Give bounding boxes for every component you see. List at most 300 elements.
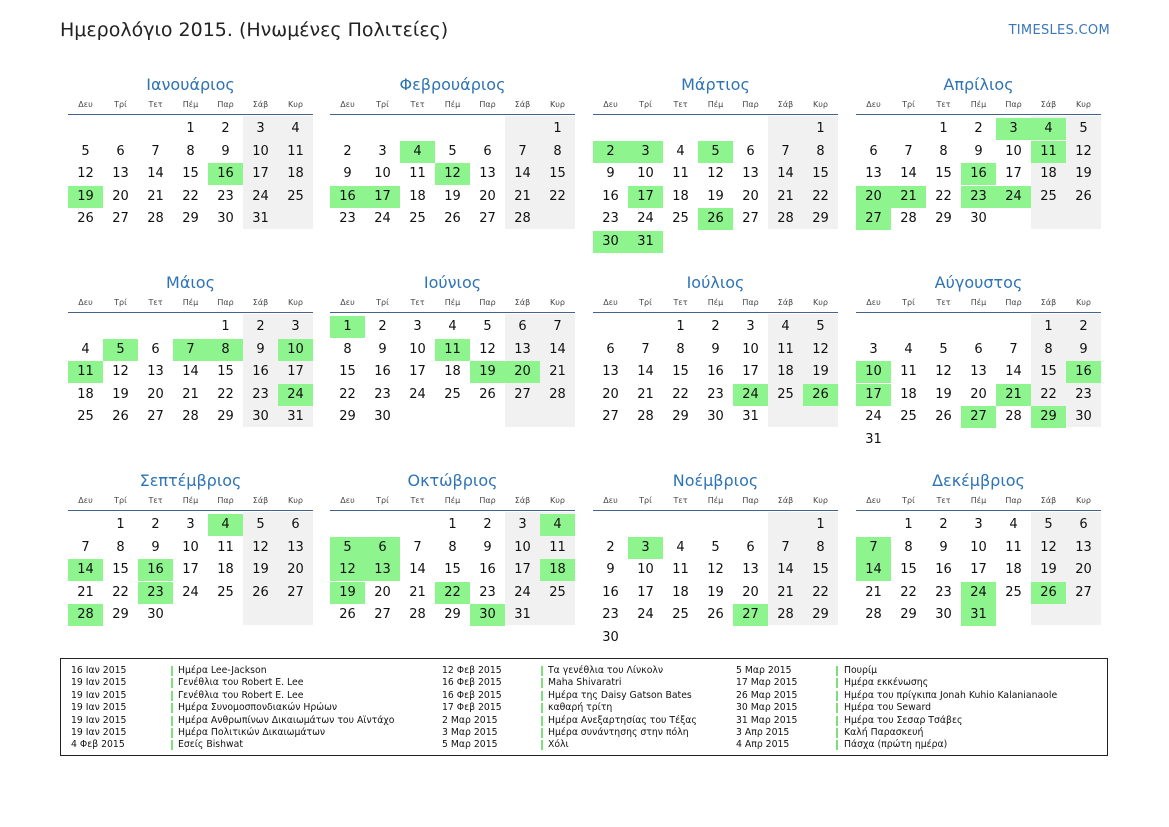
holiday-day[interactable]: 24 (278, 384, 313, 406)
day-cell[interactable]: 12 (935, 364, 952, 380)
day-cell[interactable]: 13 (479, 166, 496, 182)
day-cell[interactable]: 9 (151, 539, 160, 555)
holiday-day[interactable]: 17 (628, 186, 663, 208)
day-cell[interactable]: 13 (112, 166, 129, 182)
day-cell[interactable]: 28 (900, 211, 917, 227)
day-cell[interactable]: 17 (409, 364, 426, 380)
day-cell[interactable]: 9 (378, 341, 387, 357)
holiday-day[interactable]: 24 (733, 384, 768, 406)
day-cell[interactable]: 7 (781, 143, 790, 159)
day-cell[interactable]: 23 (935, 584, 952, 600)
day-cell[interactable]: 15 (549, 166, 566, 182)
day-cell[interactable]: 26 (339, 607, 356, 623)
day-cell[interactable]: 8 (553, 143, 562, 159)
day-cell[interactable]: 26 (1075, 188, 1092, 204)
day-cell[interactable]: 27 (147, 409, 164, 425)
day-cell[interactable]: 30 (374, 409, 391, 425)
holiday-day[interactable]: 4 (1031, 118, 1066, 140)
day-cell[interactable]: 28 (777, 607, 794, 623)
day-cell[interactable]: 28 (409, 607, 426, 623)
day-cell[interactable]: 6 (974, 341, 983, 357)
day-cell[interactable]: 12 (252, 539, 269, 555)
holiday-day[interactable]: 5 (698, 141, 733, 163)
day-cell[interactable]: 28 (549, 386, 566, 402)
day-cell[interactable]: 31 (865, 432, 882, 447)
day-cell[interactable]: 30 (147, 607, 164, 623)
day-cell[interactable]: 18 (287, 166, 304, 182)
holiday-day[interactable]: 21 (996, 384, 1031, 406)
holiday-day[interactable]: 18 (540, 559, 575, 581)
day-cell[interactable]: 25 (672, 607, 689, 623)
day-cell[interactable]: 4 (676, 539, 685, 555)
day-cell[interactable]: 28 (865, 607, 882, 623)
day-cell[interactable]: 29 (935, 211, 952, 227)
day-cell[interactable]: 2 (1079, 319, 1088, 334)
holiday-day[interactable]: 28 (68, 604, 103, 626)
day-cell[interactable]: 27 (479, 211, 496, 227)
day-cell[interactable]: 28 (637, 409, 654, 425)
day-cell[interactable]: 9 (256, 341, 265, 357)
day-cell[interactable]: 21 (77, 584, 94, 600)
day-cell[interactable]: 20 (1075, 562, 1092, 578)
day-cell[interactable]: 1 (221, 319, 230, 334)
day-cell[interactable]: 13 (742, 562, 759, 578)
day-cell[interactable]: 8 (448, 539, 457, 555)
day-cell[interactable]: 29 (900, 607, 917, 623)
day-cell[interactable]: 5 (939, 341, 948, 357)
holiday-day[interactable]: 1 (330, 316, 365, 338)
holiday-day[interactable]: 12 (435, 163, 470, 185)
day-cell[interactable]: 11 (777, 341, 794, 357)
day-cell[interactable]: 16 (374, 364, 391, 380)
day-cell[interactable]: 17 (742, 364, 759, 380)
day-cell[interactable]: 19 (252, 562, 269, 578)
holiday-day[interactable]: 14 (856, 559, 891, 581)
day-cell[interactable]: 18 (1005, 562, 1022, 578)
day-cell[interactable]: 17 (287, 364, 304, 380)
day-cell[interactable]: 29 (217, 409, 234, 425)
day-cell[interactable]: 4 (676, 143, 685, 159)
day-cell[interactable]: 9 (974, 143, 983, 159)
day-cell[interactable]: 29 (444, 607, 461, 623)
holiday-day[interactable]: 23 (961, 186, 996, 208)
day-cell[interactable]: 26 (77, 211, 94, 227)
day-cell[interactable]: 10 (1005, 143, 1022, 159)
day-cell[interactable]: 22 (182, 188, 199, 204)
day-cell[interactable]: 8 (676, 341, 685, 357)
holiday-day[interactable]: 22 (435, 582, 470, 604)
day-cell[interactable]: 31 (514, 607, 531, 623)
day-cell[interactable]: 12 (707, 562, 724, 578)
day-cell[interactable]: 13 (970, 364, 987, 380)
day-cell[interactable]: 5 (256, 517, 265, 532)
day-cell[interactable]: 15 (112, 562, 129, 578)
day-cell[interactable]: 2 (343, 143, 352, 159)
day-cell[interactable]: 23 (707, 386, 724, 402)
holiday-day[interactable]: 31 (628, 231, 663, 253)
day-cell[interactable]: 16 (252, 364, 269, 380)
day-cell[interactable]: 20 (147, 386, 164, 402)
day-cell[interactable]: 18 (672, 188, 689, 204)
day-cell[interactable]: 2 (974, 121, 983, 136)
day-cell[interactable]: 20 (742, 584, 759, 600)
day-cell[interactable]: 22 (935, 188, 952, 204)
day-cell[interactable]: 10 (252, 143, 269, 159)
day-cell[interactable]: 2 (256, 319, 265, 334)
day-cell[interactable]: 19 (707, 584, 724, 600)
holiday-day[interactable]: 16 (208, 163, 243, 185)
day-cell[interactable]: 24 (865, 409, 882, 425)
day-cell[interactable]: 15 (444, 562, 461, 578)
day-cell[interactable]: 11 (287, 143, 304, 159)
holiday-day[interactable]: 20 (505, 361, 540, 383)
day-cell[interactable]: 2 (711, 319, 720, 334)
day-cell[interactable]: 18 (1040, 166, 1057, 182)
day-cell[interactable]: 15 (1040, 364, 1057, 380)
day-cell[interactable]: 28 (182, 409, 199, 425)
holiday-day[interactable]: 3 (996, 118, 1031, 140)
day-cell[interactable]: 12 (77, 166, 94, 182)
day-cell[interactable]: 19 (112, 386, 129, 402)
day-cell[interactable]: 2 (151, 517, 160, 532)
day-cell[interactable]: 25 (672, 211, 689, 227)
day-cell[interactable]: 30 (970, 211, 987, 227)
day-cell[interactable]: 15 (339, 364, 356, 380)
day-cell[interactable]: 22 (812, 188, 829, 204)
day-cell[interactable]: 6 (518, 319, 527, 334)
day-cell[interactable]: 16 (602, 584, 619, 600)
day-cell[interactable]: 22 (1040, 386, 1057, 402)
day-cell[interactable]: 8 (343, 341, 352, 357)
day-cell[interactable]: 1 (816, 517, 825, 532)
day-cell[interactable]: 10 (182, 539, 199, 555)
holiday-day[interactable]: 26 (803, 384, 838, 406)
day-cell[interactable]: 11 (549, 539, 566, 555)
day-cell[interactable]: 4 (1009, 517, 1018, 532)
day-cell[interactable]: 9 (483, 539, 492, 555)
day-cell[interactable]: 25 (777, 386, 794, 402)
day-cell[interactable]: 22 (217, 386, 234, 402)
holiday-day[interactable]: 11 (1031, 141, 1066, 163)
day-cell[interactable]: 2 (483, 517, 492, 532)
day-cell[interactable]: 17 (637, 584, 654, 600)
day-cell[interactable]: 26 (707, 607, 724, 623)
day-cell[interactable]: 19 (812, 364, 829, 380)
day-cell[interactable]: 18 (409, 188, 426, 204)
day-cell[interactable]: 9 (606, 562, 615, 578)
day-cell[interactable]: 30 (707, 409, 724, 425)
day-cell[interactable]: 15 (182, 166, 199, 182)
day-cell[interactable]: 28 (777, 211, 794, 227)
day-cell[interactable]: 6 (483, 143, 492, 159)
holiday-day[interactable]: 16 (1066, 361, 1101, 383)
day-cell[interactable]: 6 (869, 143, 878, 159)
day-cell[interactable]: 22 (339, 386, 356, 402)
day-cell[interactable]: 21 (147, 188, 164, 204)
day-cell[interactable]: 27 (112, 211, 129, 227)
holiday-day[interactable]: 30 (470, 604, 505, 626)
day-cell[interactable]: 30 (217, 211, 234, 227)
day-cell[interactable]: 19 (1040, 562, 1057, 578)
holiday-day[interactable]: 19 (330, 582, 365, 604)
day-cell[interactable]: 13 (287, 539, 304, 555)
day-cell[interactable]: 15 (217, 364, 234, 380)
day-cell[interactable]: 18 (77, 386, 94, 402)
holiday-day[interactable]: 12 (330, 559, 365, 581)
holiday-day[interactable]: 16 (138, 559, 173, 581)
day-cell[interactable]: 16 (602, 188, 619, 204)
day-cell[interactable]: 2 (221, 121, 230, 136)
holiday-day[interactable]: 27 (733, 604, 768, 626)
day-cell[interactable]: 26 (252, 584, 269, 600)
day-cell[interactable]: 15 (672, 364, 689, 380)
day-cell[interactable]: 6 (606, 341, 615, 357)
day-cell[interactable]: 12 (112, 364, 129, 380)
day-cell[interactable]: 3 (291, 319, 300, 334)
day-cell[interactable]: 22 (549, 188, 566, 204)
day-cell[interactable]: 17 (252, 166, 269, 182)
holiday-day[interactable]: 3 (628, 537, 663, 559)
day-cell[interactable]: 12 (812, 341, 829, 357)
day-cell[interactable]: 24 (409, 386, 426, 402)
day-cell[interactable]: 25 (217, 584, 234, 600)
day-cell[interactable]: 26 (112, 409, 129, 425)
day-cell[interactable]: 3 (974, 517, 983, 532)
day-cell[interactable]: 15 (812, 562, 829, 578)
day-cell[interactable]: 20 (742, 188, 759, 204)
day-cell[interactable]: 7 (151, 143, 160, 159)
day-cell[interactable]: 22 (672, 386, 689, 402)
holiday-day[interactable]: 16 (330, 186, 365, 208)
day-cell[interactable]: 27 (514, 386, 531, 402)
day-cell[interactable]: 8 (904, 539, 913, 555)
day-cell[interactable]: 17 (182, 562, 199, 578)
day-cell[interactable]: 23 (374, 386, 391, 402)
day-cell[interactable]: 24 (182, 584, 199, 600)
day-cell[interactable]: 11 (672, 562, 689, 578)
day-cell[interactable]: 9 (939, 539, 948, 555)
day-cell[interactable]: 21 (409, 584, 426, 600)
day-cell[interactable]: 21 (549, 364, 566, 380)
day-cell[interactable]: 16 (935, 562, 952, 578)
day-cell[interactable]: 26 (935, 409, 952, 425)
holiday-day[interactable]: 11 (435, 339, 470, 361)
holiday-day[interactable]: 26 (698, 208, 733, 230)
day-cell[interactable]: 8 (939, 143, 948, 159)
day-cell[interactable]: 16 (479, 562, 496, 578)
day-cell[interactable]: 7 (641, 341, 650, 357)
holiday-day[interactable]: 2 (593, 141, 628, 163)
day-cell[interactable]: 5 (1044, 517, 1053, 532)
day-cell[interactable]: 21 (182, 386, 199, 402)
day-cell[interactable]: 7 (1009, 341, 1018, 357)
day-cell[interactable]: 28 (514, 211, 531, 227)
day-cell[interactable]: 7 (413, 539, 422, 555)
day-cell[interactable]: 1 (448, 517, 457, 532)
day-cell[interactable]: 8 (816, 539, 825, 555)
holiday-day[interactable]: 16 (961, 163, 996, 185)
day-cell[interactable]: 18 (900, 386, 917, 402)
day-cell[interactable]: 20 (970, 386, 987, 402)
day-cell[interactable]: 26 (479, 386, 496, 402)
day-cell[interactable]: 10 (374, 166, 391, 182)
holiday-day[interactable]: 3 (628, 141, 663, 163)
day-cell[interactable]: 16 (707, 364, 724, 380)
day-cell[interactable]: 1 (553, 121, 562, 136)
day-cell[interactable]: 25 (549, 584, 566, 600)
day-cell[interactable]: 6 (1079, 517, 1088, 532)
day-cell[interactable]: 15 (812, 166, 829, 182)
day-cell[interactable]: 6 (151, 341, 160, 357)
holiday-day[interactable]: 19 (68, 186, 103, 208)
day-cell[interactable]: 31 (252, 211, 269, 227)
day-cell[interactable]: 17 (1005, 166, 1022, 182)
day-cell[interactable]: 13 (602, 364, 619, 380)
day-cell[interactable]: 14 (182, 364, 199, 380)
holiday-day[interactable]: 30 (593, 231, 628, 253)
day-cell[interactable]: 29 (812, 211, 829, 227)
day-cell[interactable]: 28 (1005, 409, 1022, 425)
holiday-day[interactable]: 21 (891, 186, 926, 208)
day-cell[interactable]: 4 (904, 341, 913, 357)
day-cell[interactable]: 5 (81, 143, 90, 159)
day-cell[interactable]: 23 (602, 211, 619, 227)
day-cell[interactable]: 25 (900, 409, 917, 425)
day-cell[interactable]: 19 (707, 188, 724, 204)
day-cell[interactable]: 14 (777, 562, 794, 578)
day-cell[interactable]: 1 (816, 121, 825, 136)
holiday-day[interactable]: 14 (68, 559, 103, 581)
day-cell[interactable]: 7 (518, 143, 527, 159)
day-cell[interactable]: 8 (816, 143, 825, 159)
holiday-day[interactable]: 10 (856, 361, 891, 383)
day-cell[interactable]: 14 (637, 364, 654, 380)
day-cell[interactable]: 25 (77, 409, 94, 425)
day-cell[interactable]: 30 (602, 630, 619, 645)
day-cell[interactable]: 7 (781, 539, 790, 555)
day-cell[interactable]: 27 (374, 607, 391, 623)
day-cell[interactable]: 20 (602, 386, 619, 402)
day-cell[interactable]: 11 (1005, 539, 1022, 555)
day-cell[interactable]: 23 (252, 386, 269, 402)
day-cell[interactable]: 4 (781, 319, 790, 334)
holiday-day[interactable]: 8 (208, 339, 243, 361)
day-cell[interactable]: 18 (444, 364, 461, 380)
day-cell[interactable]: 5 (816, 319, 825, 334)
day-cell[interactable]: 30 (935, 607, 952, 623)
holiday-day[interactable]: 29 (1031, 406, 1066, 428)
holiday-day[interactable]: 27 (856, 208, 891, 230)
day-cell[interactable]: 14 (777, 166, 794, 182)
day-cell[interactable]: 6 (116, 143, 125, 159)
day-cell[interactable]: 4 (448, 319, 457, 334)
day-cell[interactable]: 2 (939, 517, 948, 532)
day-cell[interactable]: 5 (448, 143, 457, 159)
day-cell[interactable]: 25 (444, 386, 461, 402)
day-cell[interactable]: 10 (409, 341, 426, 357)
day-cell[interactable]: 3 (869, 341, 878, 357)
day-cell[interactable]: 22 (900, 584, 917, 600)
day-cell[interactable]: 30 (252, 409, 269, 425)
holiday-day[interactable]: 6 (365, 537, 400, 559)
day-cell[interactable]: 26 (444, 211, 461, 227)
day-cell[interactable]: 4 (291, 121, 300, 136)
holiday-day[interactable]: 26 (1031, 582, 1066, 604)
day-cell[interactable]: 19 (935, 386, 952, 402)
day-cell[interactable]: 20 (287, 562, 304, 578)
day-cell[interactable]: 1 (186, 121, 195, 136)
holiday-day[interactable]: 20 (856, 186, 891, 208)
holiday-day[interactable]: 17 (365, 186, 400, 208)
day-cell[interactable]: 27 (287, 584, 304, 600)
day-cell[interactable]: 8 (1044, 341, 1053, 357)
day-cell[interactable]: 11 (672, 166, 689, 182)
holiday-day[interactable]: 7 (173, 339, 208, 361)
day-cell[interactable]: 6 (746, 539, 755, 555)
holiday-day[interactable]: 5 (330, 537, 365, 559)
day-cell[interactable]: 10 (637, 562, 654, 578)
day-cell[interactable]: 29 (672, 409, 689, 425)
holiday-day[interactable]: 19 (470, 361, 505, 383)
holiday-day[interactable]: 23 (138, 582, 173, 604)
day-cell[interactable]: 21 (777, 188, 794, 204)
holiday-day[interactable]: 24 (961, 582, 996, 604)
day-cell[interactable]: 18 (217, 562, 234, 578)
day-cell[interactable]: 24 (374, 211, 391, 227)
day-cell[interactable]: 10 (637, 166, 654, 182)
day-cell[interactable]: 9 (1079, 341, 1088, 357)
day-cell[interactable]: 11 (217, 539, 234, 555)
day-cell[interactable]: 21 (637, 386, 654, 402)
day-cell[interactable]: 2 (378, 319, 387, 334)
day-cell[interactable]: 3 (186, 517, 195, 532)
day-cell[interactable]: 29 (812, 607, 829, 623)
day-cell[interactable]: 24 (514, 584, 531, 600)
day-cell[interactable]: 21 (777, 584, 794, 600)
day-cell[interactable]: 2 (606, 539, 615, 555)
day-cell[interactable]: 5 (1079, 121, 1088, 136)
day-cell[interactable]: 12 (1075, 143, 1092, 159)
day-cell[interactable]: 12 (479, 341, 496, 357)
day-cell[interactable]: 3 (413, 319, 422, 334)
day-cell[interactable]: 6 (746, 143, 755, 159)
day-cell[interactable]: 29 (339, 409, 356, 425)
day-cell[interactable]: 13 (514, 341, 531, 357)
day-cell[interactable]: 27 (1075, 584, 1092, 600)
day-cell[interactable]: 24 (252, 188, 269, 204)
day-cell[interactable]: 9 (711, 341, 720, 357)
day-cell[interactable]: 27 (742, 211, 759, 227)
day-cell[interactable]: 19 (1075, 166, 1092, 182)
day-cell[interactable]: 18 (672, 584, 689, 600)
day-cell[interactable]: 8 (186, 143, 195, 159)
holiday-day[interactable]: 7 (856, 537, 891, 559)
day-cell[interactable]: 15 (935, 166, 952, 182)
day-cell[interactable]: 3 (256, 121, 265, 136)
day-cell[interactable]: 8 (116, 539, 125, 555)
day-cell[interactable]: 23 (1075, 386, 1092, 402)
day-cell[interactable]: 10 (742, 341, 759, 357)
day-cell[interactable]: 22 (112, 584, 129, 600)
day-cell[interactable]: 6 (291, 517, 300, 532)
day-cell[interactable]: 1 (1044, 319, 1053, 334)
day-cell[interactable]: 24 (637, 211, 654, 227)
day-cell[interactable]: 9 (343, 166, 352, 182)
day-cell[interactable]: 25 (287, 188, 304, 204)
day-cell[interactable]: 29 (112, 607, 129, 623)
day-cell[interactable]: 19 (444, 188, 461, 204)
day-cell[interactable]: 25 (409, 211, 426, 227)
